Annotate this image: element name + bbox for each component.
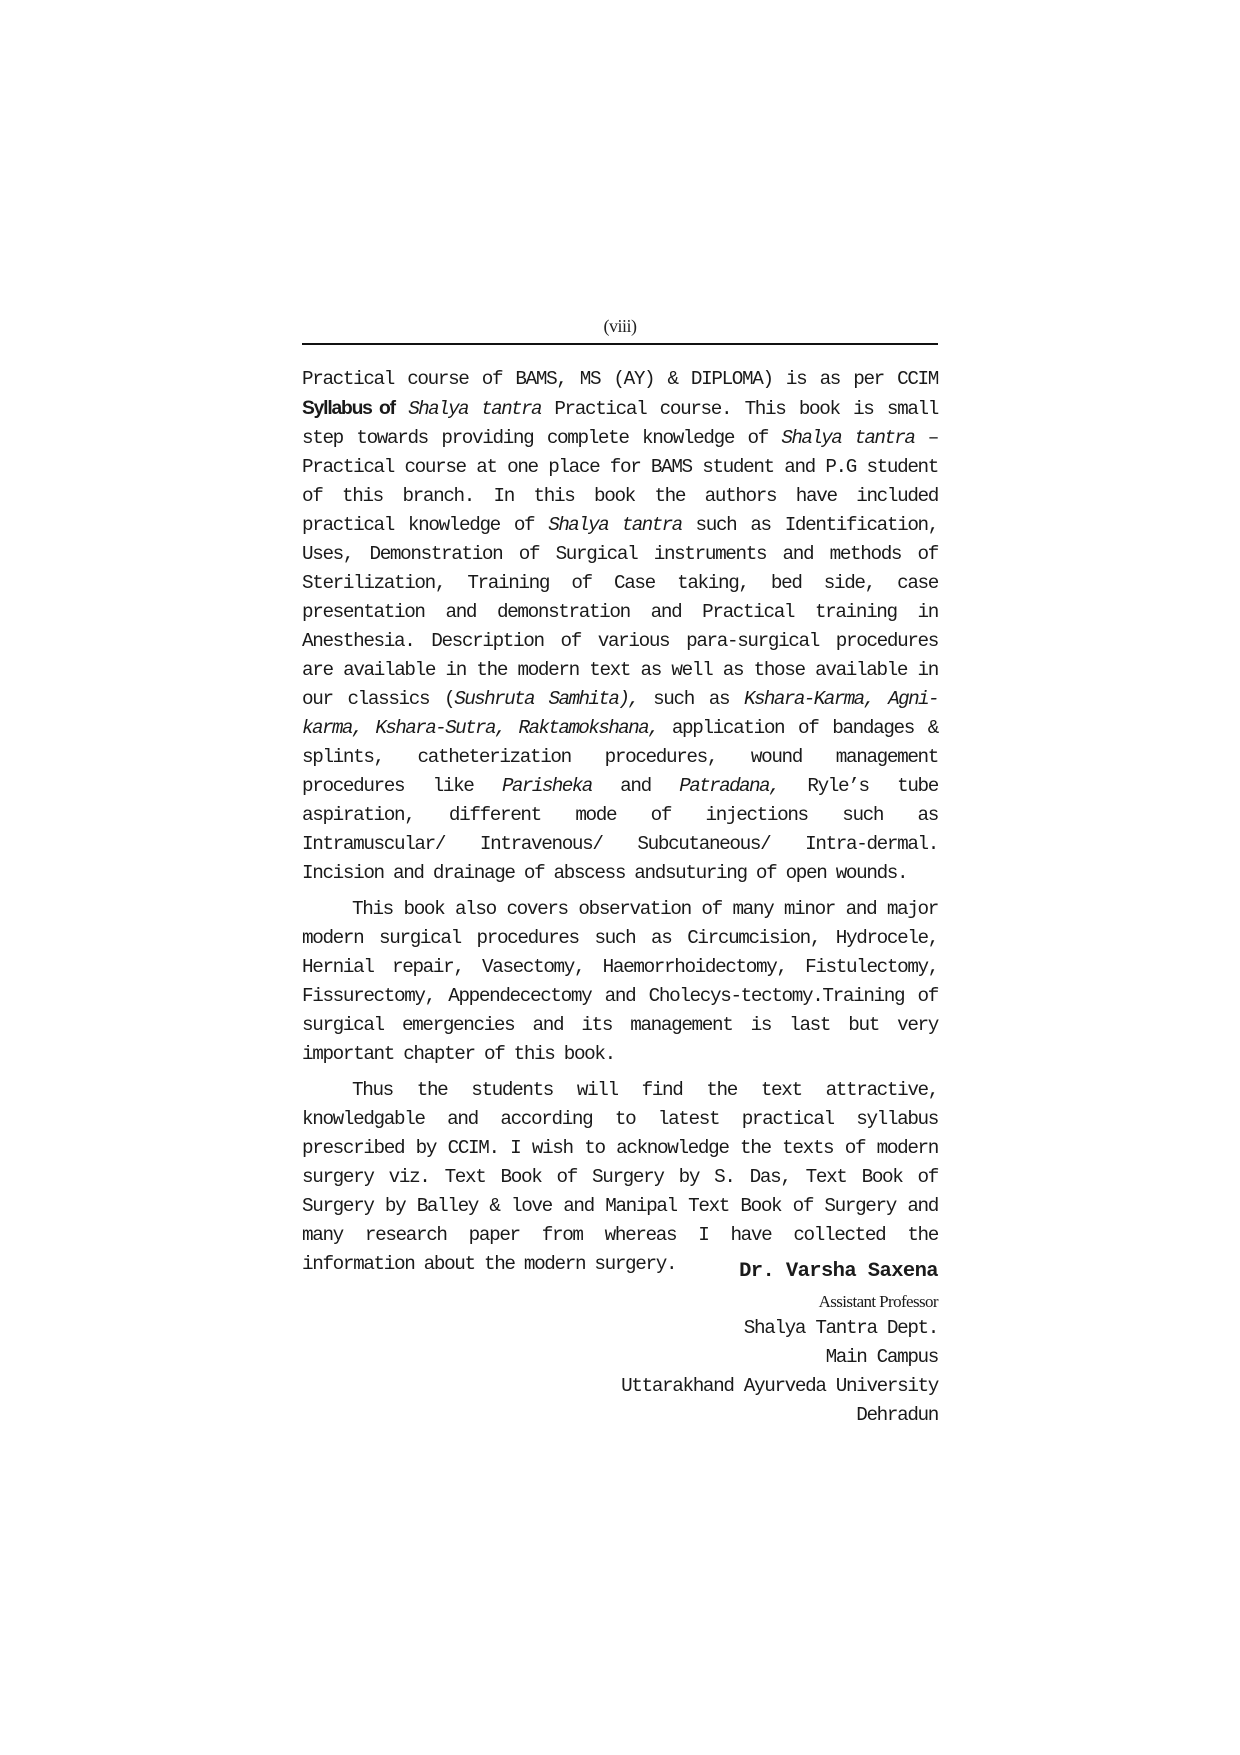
text-run: – Practical course at one place for BAMS student and P.G student of this branch. In this book the authors have included practical knowledge of xyxy=(302,427,938,536)
text-run: Ryle’s tube aspiration, different mode of injections such as Intramuscular/ Intravenous/ Subcutaneous/ Intra-dermal. Incision and drainage of abscess andsuturing of open wounds. xyxy=(302,775,938,884)
text-run: Practical course. This book is small step towards providing complete knowledge of xyxy=(302,398,938,449)
italic-term: Shalya tantra xyxy=(408,398,541,420)
italic-term: Patradana, xyxy=(679,775,779,797)
text-run: Practical course of BAMS, MS (AY) & DIPLOMA) is as per CCIM xyxy=(302,368,938,390)
text-run: and xyxy=(591,775,680,797)
author-title: Assistant Professor xyxy=(818,1292,938,1311)
bold-term: Syllabus of xyxy=(302,398,395,419)
document-page xyxy=(302,0,938,1755)
signature-block xyxy=(621,1255,938,1430)
text-run: such as xyxy=(638,688,744,710)
author-campus: Main Campus xyxy=(825,1346,938,1368)
header-rule xyxy=(302,343,938,345)
italic-term: Kshara-Karma, Agni-karma, Kshara-Sutra, Raktamokshana, xyxy=(302,688,938,739)
paragraph-coverage xyxy=(302,895,938,1069)
paragraph-acknowledgement xyxy=(302,1076,938,1279)
page-number: (viii) xyxy=(603,316,637,336)
italic-term: Parisheka xyxy=(501,775,592,797)
text-run: This book also covers observation of many minor and major modern surgical procedures such as Circumcision, Hydrocele, Hernial repair, Vasectomy, Haemorrhoidectomy, Fistulectomy, Fissurectomy, Appendecectomy and Cholecys-tectomy.Training of surgical emergencies and its management is last but very important chapter of this book. xyxy=(302,898,938,1065)
author-city: Dehradun xyxy=(856,1404,938,1426)
author-university: Uttarakhand Ayurveda University xyxy=(621,1375,938,1397)
text-run: Thus the students will find the text attractive, knowledgable and according to latest practical syllabus prescribed by CCIM. I wish to acknowledge the texts of modern surgery viz. Text Book of Surgery by S. Das, Text Book of Surgery by Balley & love and Manipal Text Book of Surgery and many research paper from whereas I have collected the information about the modern surgery. xyxy=(302,1079,938,1275)
italic-term: Sushruta Samhita), xyxy=(454,688,639,710)
author-name: Dr. Varsha Saxena xyxy=(739,1260,938,1283)
paragraph-intro xyxy=(302,365,938,888)
body-text xyxy=(302,365,938,1279)
text-run: application of bandages & splints, catheterization procedures, wound management procedures like xyxy=(302,717,938,797)
italic-term: Shalya tantra xyxy=(781,427,915,449)
text-run xyxy=(395,398,408,420)
author-department: Shalya Tantra Dept. xyxy=(743,1317,938,1339)
italic-term: Shalya tantra xyxy=(548,514,682,536)
text-run: such as Identification, Uses, Demonstration of Surgical instruments and methods of Sterilization, Training of Case taking, bed side, case presentation and demonstration and Practical training in Anesthesia. Description of various para-surgical procedures are available in the modern text as well as those available in our classics ( xyxy=(302,514,939,710)
